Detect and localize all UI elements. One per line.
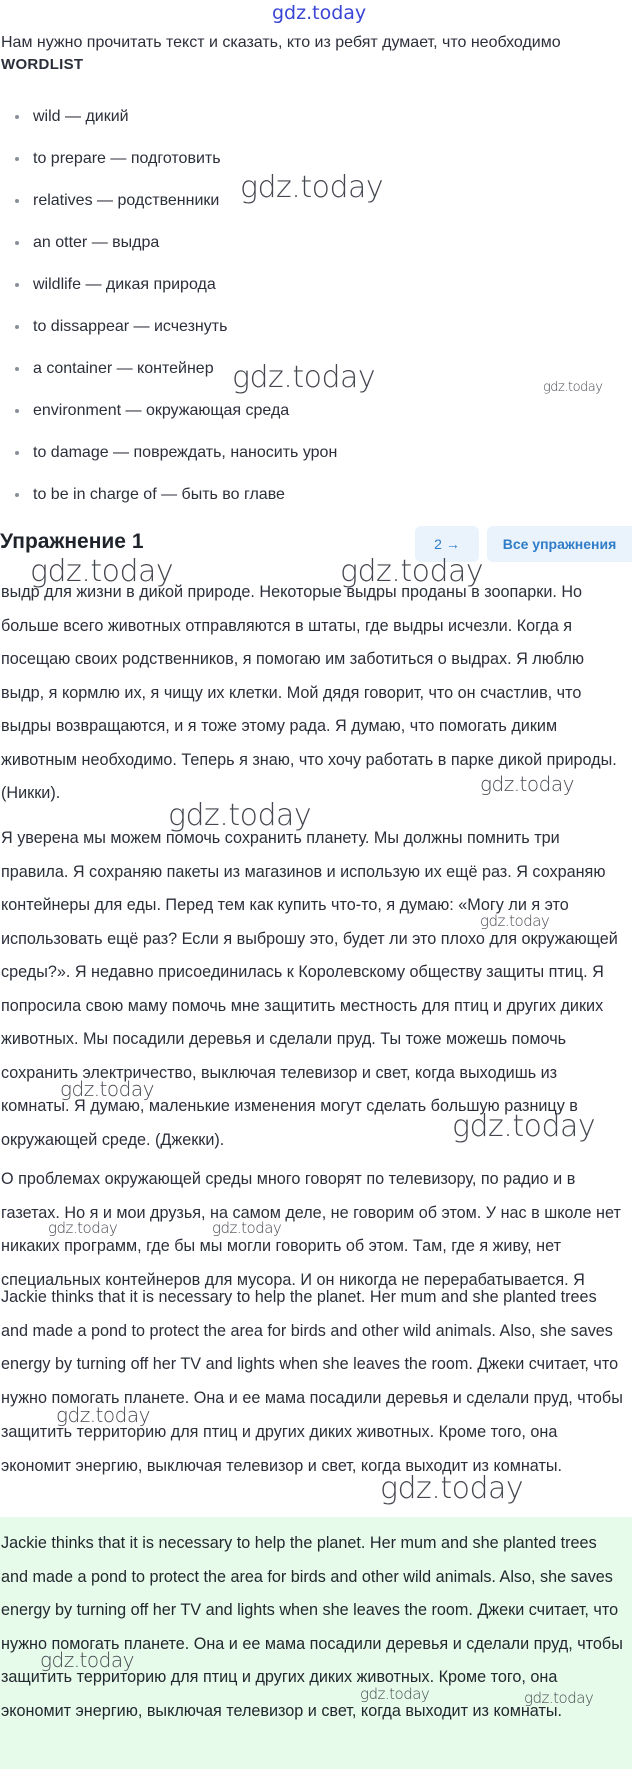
bullet-icon xyxy=(15,283,19,287)
wordlist-entry: relatives — родственники xyxy=(33,192,220,209)
list-item xyxy=(0,138,632,180)
text-third: О проблемах окружающей среды много говорят по телевизору, по радио и в газетах. Но я и мои друзья, на самом деле, не говорим об этом. У нас в школе нет никаких программ, где бы мы могли говорить об этом. Там, где я живу, нет специальных контейнеров для мусора. И он никогда не перерабатывается. Я xyxy=(1,1170,621,1289)
list-item xyxy=(0,96,632,138)
text-jackie: Я уверена мы можем помочь сохранить планету. Мы должны помнить три правила. Я сохраняю пакеты из магазинов и использую их ещё раз. Я сохраняю контейнеры для еды. Перед тем как купить что-то, я думаю: «Могу ли я это использовать ещё раз? Если я выброшу это, будет ли это плохо для окружающей среды?». Я недавно присоединилась к Королевскому обществу защиты птиц. Я попросила свою маму помочь мне защитить местность для птиц и других диких животных. Мы посадили деревья и сделали пруд. Ты тоже можешь помочь сохранить электричество, выключая телевизор и свет, когда выходишь из комнаты. Я думаю, маленькие изменения могут сделать большую разницу в окружающей среде. (Джекки). xyxy=(1,829,618,1149)
watermark: gdz.today xyxy=(240,170,384,205)
list-item xyxy=(0,432,632,474)
next-exercise-button[interactable]: 2 → xyxy=(415,526,479,562)
watermark: gdz.today xyxy=(380,1471,524,1506)
exercise-header xyxy=(0,522,632,566)
all-exercises-button[interactable]: Все упражнения xyxy=(487,526,632,562)
watermark: gdz.today xyxy=(543,380,603,395)
wordlist-title: WORDLIST xyxy=(1,56,84,73)
text-nikki: выдр для жизни в дикой природе. Некоторые выдры проданы в зоопарки. Но больше всего животных отправляются в штаты, где выдры исчезли. Когда я посещаю своих родственников, я помогаю им заботиться о выдрах. Я люблю выдр, я кормлю их, я чищу их клетки. Мой дядя говорит, что он счастлив, что выдры возвращаются, и я тоже этому рада. Я думаю, что помогать диким животным необходимо. Теперь я знаю, что хочу работать в парке дикой природы. (Никки). xyxy=(1,583,617,802)
wordlist-entry: wildlife — дикая природа xyxy=(33,276,216,293)
watermark: gdz.today xyxy=(524,1689,594,1707)
list-item xyxy=(0,180,632,222)
wordlist-entry: to be in charge of — быть во главе xyxy=(33,486,285,503)
wordlist-entry: to damage — повреждать, наносить урон xyxy=(33,444,338,461)
wordlist-entry: an otter — выдра xyxy=(33,234,160,251)
wordlist xyxy=(0,96,632,516)
wordlist-entry: a container — контейнер xyxy=(33,360,214,377)
bullet-icon xyxy=(15,157,19,161)
watermark: gdz.today xyxy=(480,912,550,930)
watermark: gdz.today xyxy=(480,772,574,796)
watermark: gdz.today xyxy=(40,1648,134,1672)
list-item xyxy=(0,264,632,306)
watermark: gdz.today xyxy=(30,554,174,589)
wordlist-entry: wild — дикий xyxy=(33,108,129,125)
list-item xyxy=(0,306,632,348)
bullet-icon xyxy=(15,451,19,455)
wordlist-entry: to prepare — подготовить xyxy=(33,150,221,167)
list-item xyxy=(0,390,632,432)
wordlist-entry: environment — окружающая среда xyxy=(33,402,290,419)
final-answer-text: Jackie thinks that it is necessary to help the planet. Her mum and she planted trees and made a pond to protect the area for birds and other wild animals. Also, she saves energy by turning off her TV and lights when she leaves the room. Джеки считает, что нужно помогать планете. Она и ее мама посадили деревья и сделали пруд, чтобы защитить территорию для птиц и других диких животных. Кроме того, она экономит энергию, выключая телевизор и свет, когда выходит из комнаты. xyxy=(1,1534,623,1720)
intro-block xyxy=(0,30,632,82)
wordlist-entry: to dissappear — исчезнуть xyxy=(33,318,228,335)
bullet-icon xyxy=(15,367,19,371)
watermark: gdz.today xyxy=(56,1403,150,1427)
bullet-icon xyxy=(15,115,19,119)
watermark: gdz.today xyxy=(452,1109,596,1144)
watermark: gdz.today xyxy=(232,360,376,395)
bullet-icon xyxy=(15,199,19,203)
bullet-icon xyxy=(15,493,19,497)
bullet-icon xyxy=(15,409,19,413)
bullet-icon xyxy=(15,241,19,245)
watermark: gdz.today xyxy=(360,1685,430,1703)
list-item xyxy=(0,348,632,390)
answer-text: Jackie thinks that it is necessary to help the planet. Her mum and she planted trees and made a pond to protect the area for birds and other wild animals. Also, she saves energy by turning off her TV and lights when she leaves the room. Джеки считает, что нужно помогать планете. Она и ее мама посадили деревья и сделали пруд, чтобы защитить территорию для птиц и других диких животных. Кроме того, она экономит энергию, выключая телевизор и свет, когда выходит из комнаты. xyxy=(1,1288,623,1475)
watermark: gdz.today xyxy=(212,1219,282,1237)
exercise-title: Упражнение 1 xyxy=(0,530,144,553)
list-item xyxy=(0,474,632,516)
bullet-icon xyxy=(15,325,19,329)
list-item xyxy=(0,222,632,264)
watermark: gdz.today xyxy=(48,1219,118,1237)
watermark: gdz.today xyxy=(60,1077,154,1101)
task-text: Нам нужно прочитать текст и сказать, кто из ребят думает, что необходимо xyxy=(1,34,561,51)
watermark: gdz.today xyxy=(168,798,312,833)
final-answer-box xyxy=(0,1517,632,1769)
site-logo[interactable]: gdz.today xyxy=(272,2,367,24)
watermark: gdz.today xyxy=(340,554,484,589)
